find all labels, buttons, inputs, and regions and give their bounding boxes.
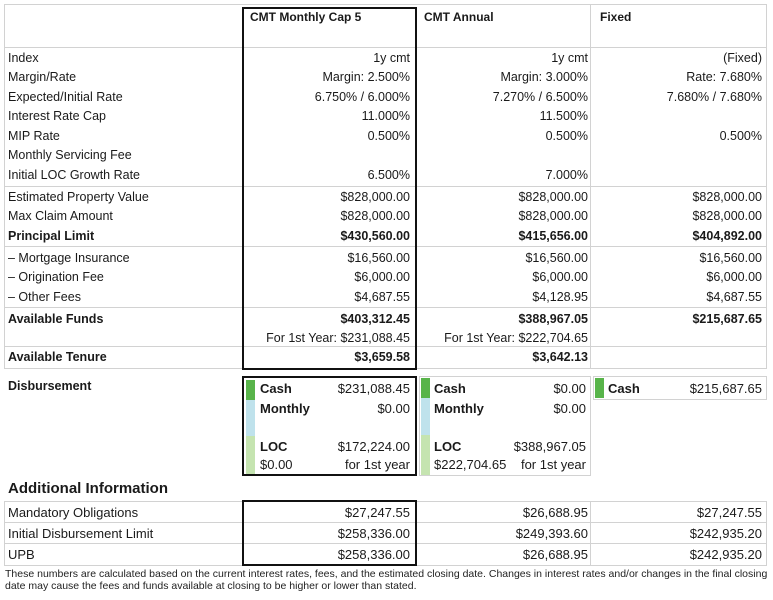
loc-first-year-value: $0.00	[260, 457, 293, 472]
cell-first-year-col2: For 1st Year: $222,704.65	[444, 331, 588, 345]
section-title-additional-information: Additional Information	[8, 480, 168, 497]
cell-loc-growth-col2: 7.000%	[545, 168, 588, 182]
row-label-margin: Margin/Rate	[8, 70, 77, 84]
row-label-expected-rate: Expected/Initial Rate	[8, 90, 123, 104]
cell-tenure-col1: $3,659.58	[354, 350, 410, 364]
cell-margin-col1: Margin: 2.500%	[322, 70, 410, 84]
monthly-bar	[421, 398, 430, 435]
cell-available-col1: $403,312.45	[340, 312, 410, 326]
cash-value: $231,088.45	[337, 381, 410, 396]
cell-expected-col2: 7.270% / 6.500%	[492, 90, 588, 104]
cell-principal-col1: $430,560.00	[340, 229, 410, 243]
cell-first-year-col1: For 1st Year: $231,088.45	[266, 331, 410, 345]
cell-mandatory-col3: $27,247.55	[696, 505, 762, 520]
cell-property-col1: $828,000.00	[340, 190, 410, 204]
cash-label: Cash	[260, 381, 292, 396]
cash-label: Cash	[434, 381, 466, 396]
cell-index-col2: 1y cmt	[551, 51, 588, 65]
row-label-available-tenure: Available Tenure	[8, 350, 107, 364]
cell-initial-limit-col2: $249,393.60	[515, 526, 588, 541]
column-divider	[4, 501, 5, 565]
loc-bar	[246, 436, 255, 474]
disbursement-label: Disbursement	[8, 379, 92, 393]
cash-value: $0.00	[553, 381, 586, 396]
cell-initial-limit-col1: $258,336.00	[337, 526, 410, 541]
cell-upb-col3: $242,935.20	[689, 547, 762, 562]
cell-mandatory-col1: $27,247.55	[344, 505, 410, 520]
cell-mip-col3: 0.500%	[719, 129, 762, 143]
cell-upb-col1: $258,336.00	[337, 547, 410, 562]
cell-principal-col3: $404,892.00	[692, 229, 762, 243]
cell-property-col2: $828,000.00	[518, 190, 588, 204]
row-label-property-value: Estimated Property Value	[8, 190, 149, 204]
cell-expected-col1: 6.750% / 6.000%	[314, 90, 410, 104]
cash-value: $215,687.65	[689, 381, 762, 396]
monthly-label: Monthly	[434, 401, 484, 416]
cell-property-col3: $828,000.00	[692, 190, 762, 204]
row-label-mandatory-obligations: Mandatory Obligations	[8, 505, 139, 520]
cell-cap-col1: 11.000%	[361, 109, 410, 123]
row-label-max-claim: Max Claim Amount	[8, 209, 113, 223]
cell-margin-col3: Rate: 7.680%	[686, 70, 762, 84]
row-label-origination-fee: – Origination Fee	[8, 270, 104, 284]
cell-mortgage-ins-col1: $16,560.00	[347, 251, 410, 265]
cell-principal-col2: $415,656.00	[518, 229, 588, 243]
row-label-loc-growth: Initial LOC Growth Rate	[8, 168, 140, 182]
loc-label: LOC	[260, 439, 288, 454]
cell-margin-col2: Margin: 3.000%	[500, 70, 588, 84]
loc-value: $388,967.05	[513, 439, 586, 454]
cash-bar	[246, 380, 255, 400]
cell-mortgage-ins-col3: $16,560.00	[699, 251, 762, 265]
cell-other-fees-col2: $4,128.95	[532, 290, 588, 304]
cash-label: Cash	[608, 381, 640, 396]
cell-origination-col3: $6,000.00	[706, 270, 762, 284]
monthly-bar	[246, 400, 255, 436]
cell-mip-col2: 0.500%	[545, 129, 588, 143]
cell-max-claim-col1: $828,000.00	[340, 209, 410, 223]
row-label-other-fees: – Other Fees	[8, 290, 81, 304]
row-label-servicing-fee: Monthly Servicing Fee	[8, 148, 132, 162]
loc-label: LOC	[434, 439, 462, 454]
row-divider	[4, 4, 767, 5]
loc-first-year-value: $222,704.65	[434, 457, 507, 472]
cell-mandatory-col2: $26,688.95	[522, 505, 588, 520]
cell-loc-growth-col1: 6.500%	[367, 168, 410, 182]
monthly-value: $0.00	[553, 401, 586, 416]
disclaimer-text: These numbers are calculated based on the current interest rates, fees, and the estimated closing date. Changes in interest rates and/or changes in the final closing date may cause the fees and funds available at closing to be higher or lower than stated.	[5, 568, 768, 592]
cell-tenure-col2: $3,642.13	[532, 350, 588, 364]
cell-other-fees-col3: $4,687.55	[706, 290, 762, 304]
column-divider	[766, 501, 767, 565]
cell-max-claim-col2: $828,000.00	[518, 209, 588, 223]
loc-bar	[421, 435, 430, 475]
cell-max-claim-col3: $828,000.00	[692, 209, 762, 223]
cell-index-col3: (Fixed)	[723, 51, 762, 65]
column-header-cmt-annual[interactable]: CMT Annual	[424, 10, 494, 24]
cell-initial-limit-col3: $242,935.20	[689, 526, 762, 541]
cell-expected-col3: 7.680% / 7.680%	[666, 90, 762, 104]
row-label-rate-cap: Interest Rate Cap	[8, 109, 106, 123]
column-header-fixed[interactable]: Fixed	[600, 10, 632, 24]
cell-upb-col2: $26,688.95	[522, 547, 588, 562]
cell-available-col2: $388,967.05	[518, 312, 588, 326]
row-label-upb: UPB	[8, 547, 35, 562]
row-label-mortgage-insurance: – Mortgage Insurance	[8, 251, 130, 265]
cell-other-fees-col1: $4,687.55	[354, 290, 410, 304]
column-header-cmt-monthly-cap-5[interactable]: CMT Monthly Cap 5	[250, 10, 362, 24]
cell-available-col3: $215,687.65	[692, 312, 762, 326]
cell-mip-col1: 0.500%	[367, 129, 410, 143]
column-divider	[590, 501, 591, 565]
loc-first-year-suffix: for 1st year	[520, 457, 586, 472]
cell-cap-col2: 11.500%	[539, 109, 588, 123]
loc-first-year-suffix: for 1st year	[344, 457, 410, 472]
cash-bar	[595, 378, 604, 398]
cell-mortgage-ins-col2: $16,560.00	[525, 251, 588, 265]
row-label-principal-limit: Principal Limit	[8, 229, 95, 243]
cash-bar	[421, 378, 430, 398]
cell-origination-col2: $6,000.00	[532, 270, 588, 284]
cell-index-col1: 1y cmt	[373, 51, 410, 65]
loc-value: $172,224.00	[337, 439, 410, 454]
cell-origination-col1: $6,000.00	[354, 270, 410, 284]
monthly-label: Monthly	[260, 401, 310, 416]
row-label-mip-rate: MIP Rate	[8, 129, 60, 143]
row-label-available-funds: Available Funds	[8, 312, 104, 326]
row-label-index: Index	[8, 51, 39, 65]
monthly-value: $0.00	[377, 401, 410, 416]
row-label-initial-disbursement-limit: Initial Disbursement Limit	[8, 526, 154, 541]
